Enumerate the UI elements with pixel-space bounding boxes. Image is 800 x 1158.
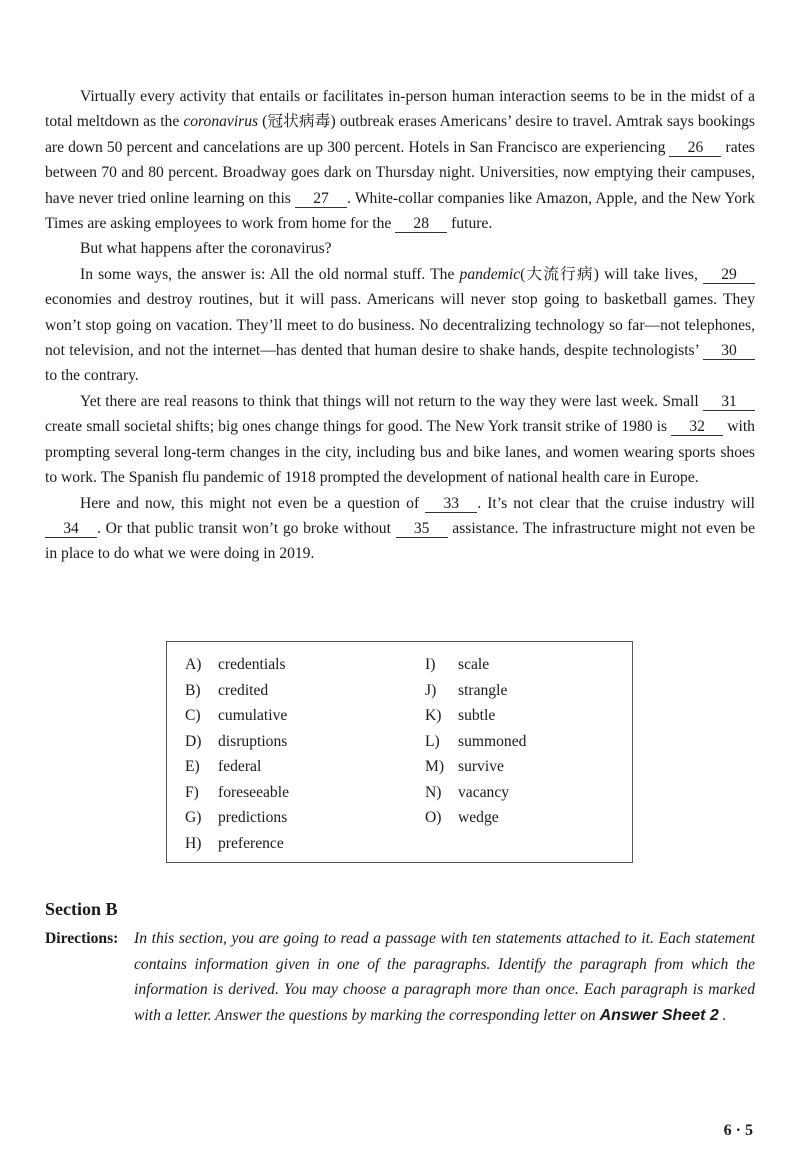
option-d[interactable]: D) disruptions [185,732,288,750]
option-l[interactable]: L) summoned [425,732,527,750]
option-e[interactable]: E) federal [185,758,262,775]
blank-31[interactable]: 31 [703,393,755,411]
blank-30[interactable]: 30 [703,342,755,360]
option-h[interactable]: H) preference [185,834,284,852]
option-c[interactable]: C) cumulative [185,707,288,724]
directions-label: Directions: [45,930,119,947]
blank-34[interactable]: 34 [45,520,97,538]
word-bank-left-column [185,652,289,856]
page-number: 6 · 5 [723,1122,753,1139]
paragraph-1: Virtually every activity that entails or facilitates in-person human interaction seems to be in the midst of a total meltdown as the coronavirus (冠状病毒) outbreak erases Americans’ desire to travel. Amtrak says bookings are down 50 percent and cancelations are up 300 percent. Hotels in San Francisco are experiencing 26 rates between 70 and 80 percent. Broadway goes dark on Thursday night. Universities, now emptying their campuses, have never tried online learning on this 27 . White-collar companies like Amazon, Apple, and the New York Times are asking employees to work from home for the 28 future. [45,88,755,233]
directions-text: In this section, you are going to read a passage with ten statements attached to it. Each statement contains information given in one of the paragraphs. Identify the paragraph from which the information is derived. You may choose a paragraph more than once. Each paragraph is marked with a letter. Answer the questions by marking the corresponding letter on Answer Sheet 2 . [134,930,755,1024]
paragraph-3: In some ways, the answer is: All the old normal stuff. The pandemic(大流行病) will take lives, 29 economies and destroy routines, but it will pass. Americans will never stop going to basketball games. They won’t stop going on vacation. They’ll meet to do business. No decentralizing technology so far—not telephones, not television, and not the internet—has dented that human desire to shake hands, despite technologists’ 30 to the contrary. [45,265,755,385]
paragraph-4: Yet there are real reasons to think that things will not return to the way they were last week. Small 31 create small societal shifts; big ones change things for good. The New York transit strike of 1980 is 32 with prompting several long-term changes in the city, including bus and bike lanes, and women wearing sports shoes to work. The Spanish flu pandemic of 1918 prompted the development of national health care in Europe. [45,392,755,487]
option-o[interactable]: O) wedge [425,809,499,826]
option-f[interactable]: F) foreseeable [185,783,289,801]
option-i[interactable]: I) scale [425,656,490,673]
term-coronavirus: coronavirus [183,113,259,131]
option-b[interactable]: B) credited [185,681,269,699]
blank-28[interactable]: 28 [395,215,447,233]
blank-29[interactable]: 29 [703,266,755,284]
option-g[interactable]: G) predictions [185,809,288,826]
term-pandemic: pandemic [459,265,521,283]
paragraph-2: But what happens after the coronavirus? [80,240,332,258]
section-b-title: Section B [45,899,118,919]
directions [45,926,755,1028]
answer-sheet-label: Answer Sheet 2 [599,1006,719,1024]
reading-passage [45,84,755,567]
blank-35[interactable]: 35 [396,520,448,538]
option-j[interactable]: J) strangle [425,681,508,699]
blank-33[interactable]: 33 [425,495,477,513]
word-bank-right-column [425,652,526,831]
blank-32[interactable]: 32 [671,418,723,436]
blank-27[interactable]: 27 [295,190,347,208]
option-a[interactable]: A) credentials [185,656,286,673]
option-n[interactable]: N) vacancy [425,783,510,801]
option-m[interactable]: M) survive [425,758,504,775]
option-k[interactable]: K) subtle [425,707,496,724]
paragraph-5: Here and now, this might not even be a question of 33 . It’s not clear that the cruise industry will 34 . Or that public transit won’t go broke without 35 assistance. The infrastructure might not even be in place to do what we were doing in 2019. [45,494,755,563]
word-bank [166,641,633,863]
blank-26[interactable]: 26 [669,139,721,157]
